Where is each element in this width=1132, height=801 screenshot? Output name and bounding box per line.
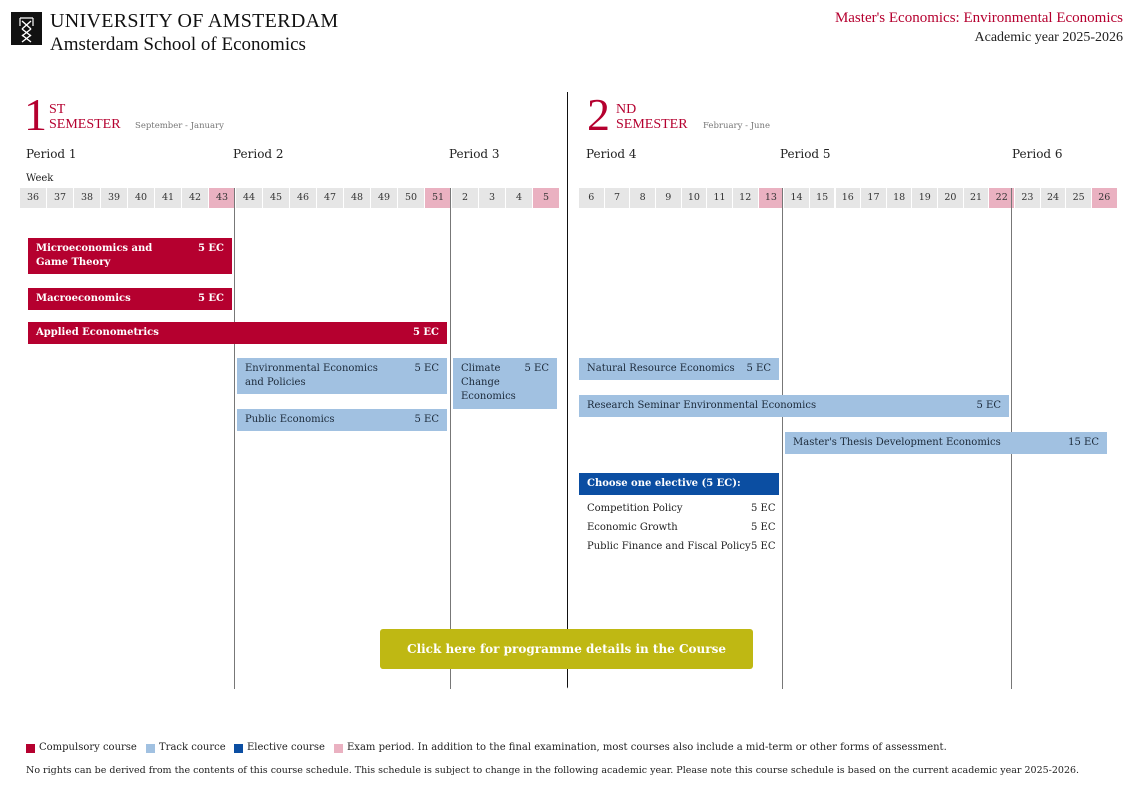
elective-item-name[interactable]: Competition Policy (587, 503, 683, 514)
legend-exam-label: Exam period. In addition to the final examination, most courses also include a mid-term or other forms of assessment. (347, 742, 947, 753)
elective-item-name[interactable]: Public Finance and Fiscal Policy (587, 541, 751, 552)
week-cell: 12 (733, 188, 758, 208)
university-name: UNIVERSITY OF AMSTERDAM (50, 10, 339, 32)
week-cell: 21 (964, 188, 989, 208)
week-cell: 36 (20, 188, 46, 208)
week-cell: 50 (398, 188, 424, 208)
period-2-divider (234, 188, 235, 689)
course-ec: 5 EC (412, 327, 439, 338)
course-name: Climate Change Economics (461, 363, 516, 402)
legend-compulsory-swatch (26, 744, 35, 753)
semester-1-number: 1 (24, 89, 47, 140)
period-4-label: Period 4 (586, 147, 637, 161)
course-ec: 15 EC (1068, 437, 1099, 448)
semester-2-word: SEMESTER (616, 117, 688, 132)
course-ec: 5 EC (414, 363, 439, 374)
course-catalogue-button[interactable]: Click here for programme details in the Course Catalogue → (380, 629, 753, 669)
course-climate-change[interactable] (453, 358, 557, 409)
week-cell: 15 (810, 188, 835, 208)
semester-2-number: 2 (587, 89, 610, 140)
period-1-label: Period 1 (26, 147, 77, 161)
week-cell: 47 (317, 188, 343, 208)
week-cell: 22 (989, 188, 1014, 208)
elective-item-ec: 5 EC (751, 522, 776, 533)
legend-elective-swatch (234, 744, 243, 753)
week-cell: 13 (759, 188, 784, 208)
semester-1-word: SEMESTER (49, 117, 121, 132)
semester-2-ordinal: ND (616, 102, 637, 117)
legend-track-swatch (146, 744, 155, 753)
week-cell: 41 (155, 188, 181, 208)
course-name: Natural Resource Economics (587, 363, 735, 374)
week-cell: 46 (290, 188, 316, 208)
legend-track-label: Track cource (159, 742, 226, 753)
week-cell: 9 (656, 188, 681, 208)
period-3-divider (450, 188, 451, 689)
period-2-label: Period 2 (233, 147, 284, 161)
week-cell: 44 (236, 188, 262, 208)
week-cell: 3 (479, 188, 505, 208)
week-cell: 20 (938, 188, 963, 208)
week-cell: 51 (425, 188, 451, 208)
week-cell: 26 (1092, 188, 1117, 208)
week-cell: 23 (1015, 188, 1040, 208)
course-masters-thesis[interactable] (785, 432, 1107, 454)
week-cell: 48 (344, 188, 370, 208)
course-name: Research Seminar Environmental Economics (587, 400, 817, 411)
semester-divider (567, 92, 568, 689)
week-cell: 2 (452, 188, 478, 208)
week-cell: 19 (912, 188, 937, 208)
week-cell: 40 (128, 188, 154, 208)
week-cell: 17 (861, 188, 886, 208)
programme-title: Master's Economics: Environmental Economics (834, 10, 1123, 26)
semester-1-ordinal: ST (49, 102, 66, 117)
course-research-seminar[interactable] (579, 395, 1009, 417)
semester-2-range: February - June (703, 121, 771, 131)
week-cell: 39 (101, 188, 127, 208)
week-label: Week (26, 173, 54, 184)
course-name: Public Economics (245, 414, 335, 425)
course-ec: 5 EC (414, 414, 439, 425)
elective-item-name[interactable]: Economic Growth (587, 522, 678, 533)
legend-exam-swatch (334, 744, 343, 753)
academic-year: Academic year 2025-2026 (974, 30, 1123, 45)
course-name: Microeconomics and Game Theory (36, 243, 153, 268)
course-public-economics[interactable] (237, 409, 447, 431)
course-natural-resource[interactable] (579, 358, 779, 380)
course-applied-econometrics[interactable] (28, 322, 447, 344)
period-3-label: Period 3 (449, 147, 500, 161)
period-5-divider (782, 188, 783, 689)
week-cell: 4 (506, 188, 532, 208)
week-cell: 18 (887, 188, 912, 208)
course-environmental-economics[interactable] (237, 358, 447, 394)
week-cell: 37 (47, 188, 73, 208)
course-ec: 5 EC (197, 243, 224, 254)
week-cell: 11 (707, 188, 732, 208)
course-ec: 5 EC (746, 363, 771, 374)
week-cell: 6 (579, 188, 604, 208)
week-cell: 10 (682, 188, 707, 208)
legend-elective-label: Elective course (247, 742, 325, 753)
week-cell: 38 (74, 188, 100, 208)
course-ec: 5 EC (976, 400, 1001, 411)
week-cell: 14 (784, 188, 809, 208)
week-cell: 45 (263, 188, 289, 208)
course-ec: 5 EC (524, 363, 549, 374)
course-macroeconomics[interactable] (28, 288, 232, 310)
period-5-label: Period 5 (780, 147, 831, 161)
week-cell: 5 (533, 188, 559, 208)
school-name: Amsterdam School of Economics (50, 34, 306, 55)
week-cell: 7 (605, 188, 630, 208)
week-cell: 43 (209, 188, 235, 208)
course-microeconomics[interactable] (28, 238, 232, 274)
uva-logo-icon (11, 12, 42, 45)
semester-1-range: September - January (135, 121, 224, 131)
week-cell: 25 (1066, 188, 1091, 208)
week-cell: 42 (182, 188, 208, 208)
week-cell: 24 (1041, 188, 1066, 208)
course-name: Macroeconomics (36, 293, 131, 304)
legend-compulsory-label: Compulsory course (39, 742, 137, 753)
course-name: Master's Thesis Development Economics (793, 437, 1001, 448)
week-cell: 16 (836, 188, 861, 208)
course-name: Environmental Economics and Policies (245, 363, 378, 388)
period-6-label: Period 6 (1012, 147, 1063, 161)
elective-item-ec: 5 EC (751, 503, 776, 514)
elective-item-ec: 5 EC (751, 541, 776, 552)
week-cell: 49 (371, 188, 397, 208)
course-name: Applied Econometrics (36, 327, 159, 338)
week-cell: 8 (630, 188, 655, 208)
elective-heading (579, 473, 779, 495)
course-ec: 5 EC (197, 293, 224, 304)
elective-heading-label: Choose one elective (5 EC): (587, 478, 741, 489)
disclaimer: No rights can be derived from the contents of this course schedule. This schedule is subject to change in the following academic year. Please note this course schedule is based on the current academic year 2025-2026. (26, 765, 1080, 776)
